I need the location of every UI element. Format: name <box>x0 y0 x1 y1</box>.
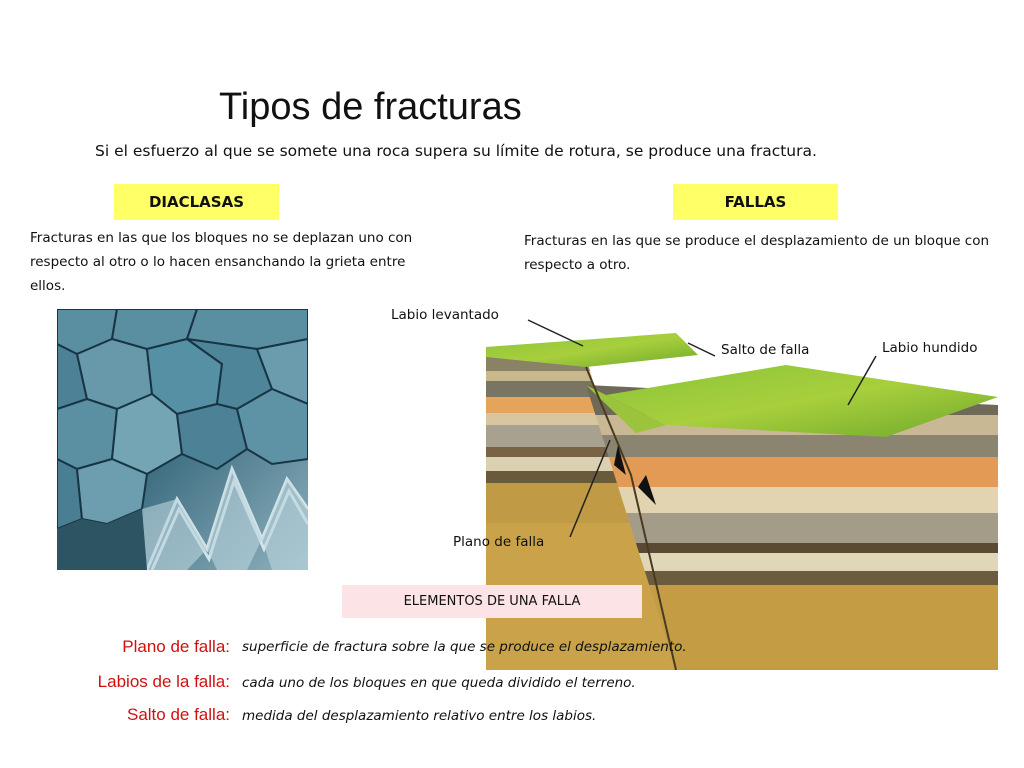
subtitle: Si el esfuerzo al que se somete una roca supera su límite de rotura, se produce una fractura. <box>95 142 817 160</box>
fault-block-diagram <box>486 325 998 670</box>
label-plano-de-falla: Plano de falla <box>453 534 545 550</box>
page-title: Tipos de fracturas <box>219 86 522 128</box>
definition-term: Labios de la falla: <box>97 672 230 691</box>
diaclasas-description: Fracturas en las que los bloques no se deplazan uno con respecto al otro o lo hacen ensanchando la grieta entre ellos. <box>30 230 413 294</box>
label-labio-levantado: Labio levantado <box>391 307 499 323</box>
label-salto-de-falla: Salto de falla <box>721 342 810 358</box>
label-labio-hundido: Labio hundido <box>882 340 978 356</box>
elementos-falla-label: ELEMENTOS DE UNA FALLA <box>342 585 642 618</box>
diaclasas-label: DIACLASAS <box>114 184 279 220</box>
definition-text: medida del desplazamiento relativo entre los labios. <box>242 708 597 724</box>
definition-term: Plano de falla: <box>122 637 230 656</box>
definition-text: cada uno de los bloques en que queda dividido el terreno. <box>242 675 636 691</box>
fallas-description: Fracturas en las que se produce el desplazamiento de un bloque con respecto a otro. <box>524 233 990 273</box>
definition-term: Salto de falla: <box>126 705 230 724</box>
definition-text: superficie de fractura sobre la que se produce el desplazamiento. <box>242 639 687 655</box>
diaclasas-rock-image <box>57 309 308 570</box>
fallas-label: FALLAS <box>673 184 838 220</box>
